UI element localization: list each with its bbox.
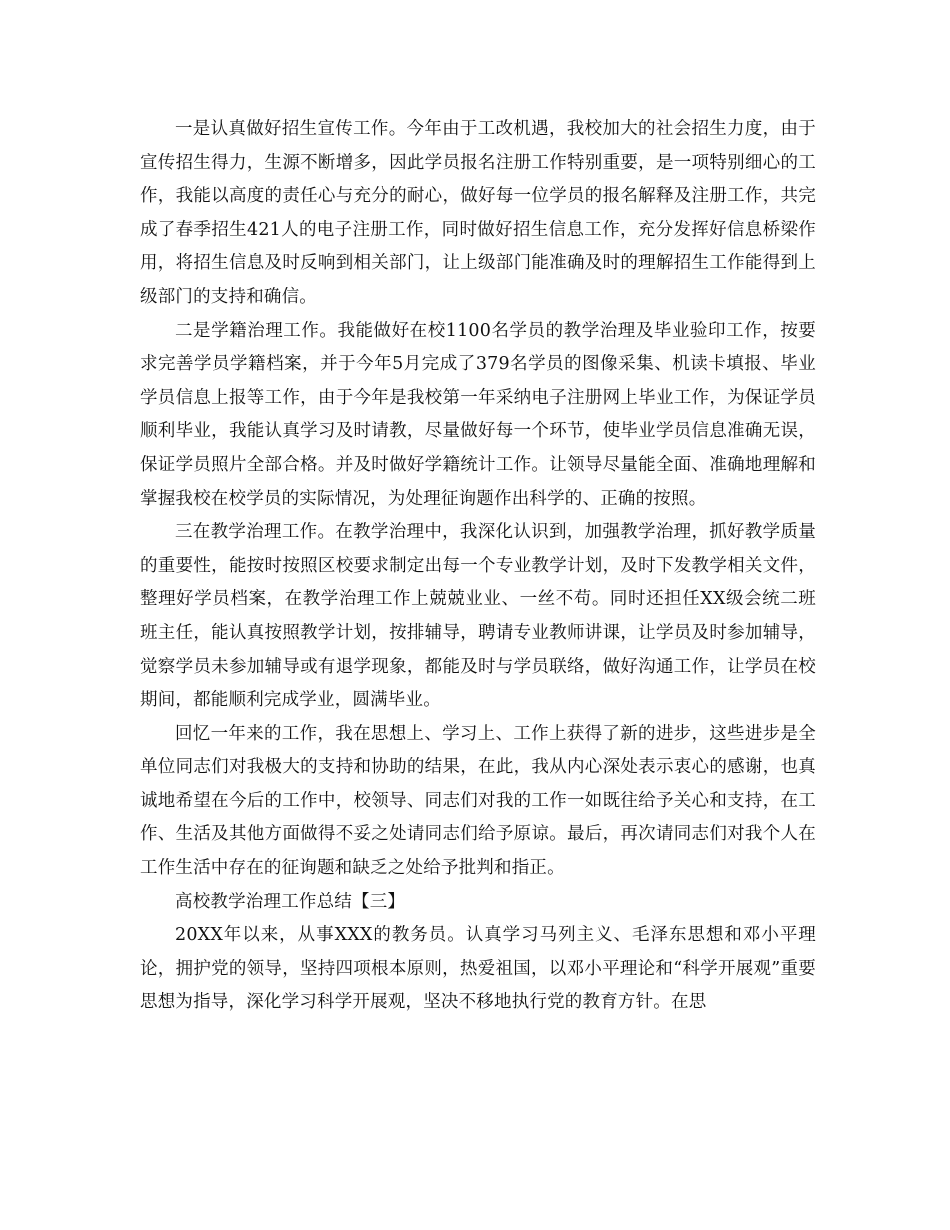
paragraph-student-records: 二是学籍治理工作。我能做好在校1100名学员的教学治理及毕业验印工作，按要求完善学员学籍档案，并于今年5月完成了379名学员的图像采集、机读卡填报、毕业学员信息上报等工作，由于今年是我校第一年采纳电子注册网上毕业工作，为保证学员顺利毕业，我能认真学习及时请教，尽量做好每一个环节，使毕业学员信息准确无误，保证学员照片全部合格。并及时做好学籍统计工作。让领导尽量能全面、准确地理解和掌握我校在校学员的实际情况，为处理征询题作出科学的、正确的按照。 [140,320,816,509]
paragraph-enrollment-promotion: 一是认真做好招生宣传工作。今年由于工改机遇，我校加大的社会招生力度，由于宣传招生得力，生源不断增多，因此学员报名注册工作特别重要，是一项特别细心的工作，我能以高度的责任心与充分的耐心，做好每一位学员的报名解释及注册工作，共完成了春季招生421人的电子注册工作，同时做好招生信息工作，充分发挥好信息桥梁作用，将招生信息及时反响到相关部门，让上级部门能准确及时的理解招生工作能得到上级部门的支持和确信。 [140,119,816,307]
document-body [140,113,816,1020]
paragraph-summary-intro: 20XX年以来，从事XXX的教务员。认真学习马列主义、毛泽东思想和邓小平理论，拥护党的领导，坚持四项根本原则，热爱祖国，以邓小平理论和“科学开展观”重要思想为指导，深化学习科学开展观，坚决不移地执行党的教育方针。在思 [140,925,816,1013]
paragraph-teaching-management: 三在教学治理工作。在教学治理中，我深化认识到，加强教学治理，抓好教学质量的重要性，能按时按照区校要求制定出每一个专业教学计划，及时下发教学相关文件，整理好学员档案，在教学治理工作上兢兢业业、一丝不苟。同时还担任XX级会统二班班主任，能认真按照教学计划，按排辅导，聘请专业教师讲课，让学员及时参加辅导，觉察学员未参加辅导或有退学现象，都能及时与学员联络，做好沟通工作，让学员在校期间，都能顺利完成学业，圆满毕业。 [140,522,816,711]
paragraph-year-review: 回忆一年来的工作，我在思想上、学习上、工作上获得了新的进步，这些进步是全单位同志们对我极大的支持和协助的结果，在此，我从内心深处表示衷心的感谢，也真诚地希望在今后的工作中，校领导、同志们对我的工作一如既往给予关心和支持，在工作、生活及其他方面做得不妥之处请同志们给予原谅。最后，再次请同志们对我个人在工作生活中存在的征询题和缺乏之处给予批判和指正。 [140,723,816,879]
section-heading: 高校教学治理工作总结【三】 [175,891,406,912]
